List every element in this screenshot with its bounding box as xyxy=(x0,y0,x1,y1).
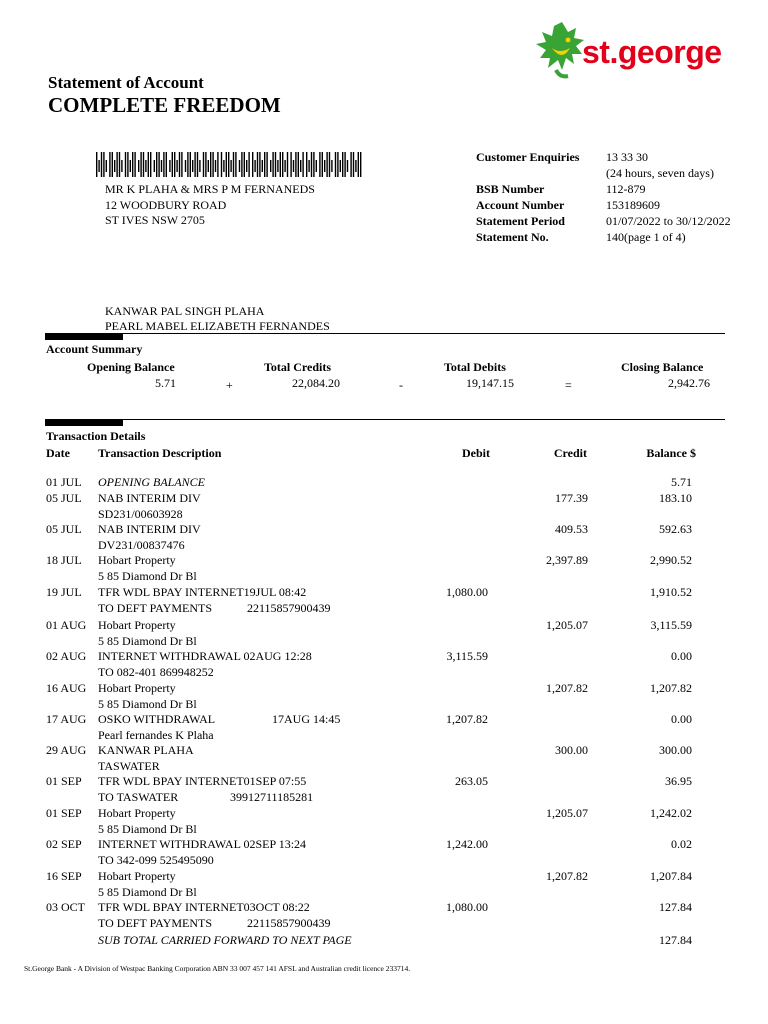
transaction-detail: 5 85 Diamond Dr Bl xyxy=(98,696,197,711)
transaction-date: 17 AUG xyxy=(46,712,87,726)
transaction-description: INTERNET WITHDRAWAL 02AUG 12:28 xyxy=(98,649,312,663)
transaction-row xyxy=(0,491,768,522)
transaction-date: 05 JUL xyxy=(46,491,82,505)
info-value: 13 33 30 xyxy=(606,150,648,164)
total-debits-value: 19,147.15 xyxy=(466,376,514,390)
transaction-row xyxy=(0,585,768,616)
balance-amount: 300.00 xyxy=(659,743,692,757)
total-credits-label: Total Credits xyxy=(264,360,332,374)
balance-amount: 2,990.52 xyxy=(650,553,692,567)
transaction-detail: TO TASWATER xyxy=(98,789,179,804)
balance-amount: 1,207.82 xyxy=(650,681,692,695)
transaction-row xyxy=(0,618,768,649)
transaction-description: SUB TOTAL CARRIED FORWARD TO NEXT PAGE xyxy=(98,933,352,947)
debit-header: Debit xyxy=(462,446,490,460)
balance-amount: 0.00 xyxy=(671,712,692,726)
balance-amount: 592.63 xyxy=(659,522,692,536)
balance-header: Balance $ xyxy=(646,446,696,460)
transaction-date: 01 AUG xyxy=(46,618,87,632)
closing-balance-value: 2,942.76 xyxy=(668,376,710,390)
balance-amount: 0.02 xyxy=(671,837,692,851)
transaction-detail: SD231/00603928 xyxy=(98,506,183,521)
divider xyxy=(45,333,725,334)
info-label xyxy=(476,165,606,181)
total-debits-label: Total Debits xyxy=(444,360,506,374)
transaction-reference: 22115857900439 xyxy=(247,600,331,615)
info-row xyxy=(476,213,731,229)
balance-amount: 0.00 xyxy=(671,649,692,663)
credit-amount: 2,397.89 xyxy=(546,553,588,567)
transaction-description: Hobart Property xyxy=(98,553,176,567)
minus-sign: - xyxy=(399,378,403,392)
transaction-description: Hobart Property xyxy=(98,681,176,695)
description-header: Transaction Description xyxy=(98,446,222,460)
transaction-date: 01 JUL xyxy=(46,475,82,489)
balance-amount: 36.95 xyxy=(665,774,692,788)
transaction-description: INTERNET WITHDRAWAL 02SEP 13:24 xyxy=(98,837,307,851)
transaction-date: 29 AUG xyxy=(46,743,87,757)
address-line: MR K PLAHA & MRS P M FERNANEDS xyxy=(105,182,315,196)
transaction-date: 16 AUG xyxy=(46,681,87,695)
info-label: Statement No. xyxy=(476,230,549,244)
transaction-row xyxy=(0,712,768,743)
transaction-row xyxy=(0,774,768,805)
info-value: 153189609 xyxy=(606,198,660,212)
debit-amount: 1,242.00 xyxy=(446,837,488,851)
opening-balance-value: 5.71 xyxy=(155,376,176,390)
address-line: 12 WOODBURY ROAD xyxy=(105,197,227,212)
info-label: Statement Period xyxy=(476,214,565,228)
transaction-detail: TO DEFT PAYMENTS xyxy=(98,915,213,930)
balance-amount: 5.71 xyxy=(671,475,692,489)
transaction-description: Hobart Property xyxy=(98,806,176,820)
transaction-row xyxy=(0,806,768,837)
statement-title: Statement of Account xyxy=(48,73,204,92)
transaction-detail: 5 85 Diamond Dr Bl xyxy=(98,633,197,648)
transaction-row xyxy=(0,743,768,774)
transaction-description: NAB INTERIM DIV xyxy=(98,491,201,505)
info-value: 112-879 xyxy=(606,182,646,196)
transaction-description: TFR WDL BPAY INTERNET19JUL 08:42 xyxy=(98,585,307,599)
transaction-detail: DV231/00837476 xyxy=(98,537,185,552)
credit-amount: 300.00 xyxy=(555,743,588,757)
balance-amount: 1,910.52 xyxy=(650,585,692,599)
debit-amount: 3,115.59 xyxy=(446,649,488,663)
credit-amount: 1,207.82 xyxy=(546,681,588,695)
transaction-row xyxy=(0,553,768,584)
transaction-date: 02 AUG xyxy=(46,649,87,663)
info-row xyxy=(476,181,731,197)
info-value: 01/07/2022 to 30/12/2022 xyxy=(606,214,731,228)
transaction-date: 01 SEP xyxy=(46,806,82,820)
info-label: BSB Number xyxy=(476,182,545,196)
transaction-row xyxy=(0,900,768,931)
transaction-detail: 5 85 Diamond Dr Bl xyxy=(98,568,197,583)
holder-name: PEARL MABEL ELIZABETH FERNANDES xyxy=(105,318,330,333)
account-type-title: COMPLETE FREEDOM xyxy=(48,93,281,117)
transaction-description: NAB INTERIM DIV xyxy=(98,522,201,536)
info-row xyxy=(476,229,731,245)
transaction-row xyxy=(0,837,768,868)
transaction-detail: TASWATER xyxy=(98,758,160,773)
brand-wordmark: st.george xyxy=(582,34,722,70)
summary-title: Account Summary xyxy=(46,342,143,356)
holder-name: KANWAR PAL SINGH PLAHA xyxy=(105,304,265,318)
stgeorge-logo xyxy=(532,18,742,82)
credit-amount: 177.39 xyxy=(555,491,588,505)
debit-amount: 1,080.00 xyxy=(446,900,488,914)
customer-info xyxy=(476,149,731,245)
info-row xyxy=(476,165,731,181)
barcode-image xyxy=(96,152,364,177)
transaction-detail: 5 85 Diamond Dr Bl xyxy=(98,821,197,836)
mailing-address xyxy=(105,182,315,229)
credit-amount: 1,205.07 xyxy=(546,806,588,820)
transaction-description: Hobart Property xyxy=(98,869,176,883)
debit-amount: 1,207.82 xyxy=(446,712,488,726)
transaction-description: OPENING BALANCE xyxy=(98,475,205,489)
section-marker xyxy=(45,419,123,426)
dragon-icon xyxy=(532,18,588,82)
transaction-row xyxy=(0,869,768,900)
date-header: Date xyxy=(46,446,70,460)
transactions-title: Transaction Details xyxy=(46,429,146,443)
balance-amount: 1,207.84 xyxy=(650,869,692,883)
transaction-row xyxy=(0,649,768,680)
transaction-description: TFR WDL BPAY INTERNET01SEP 07:55 xyxy=(98,774,307,788)
address-line: ST IVES NSW 2705 xyxy=(105,213,205,227)
transaction-row xyxy=(0,681,768,712)
transaction-date: 01 SEP xyxy=(46,774,82,788)
balance-amount: 183.10 xyxy=(659,491,692,505)
closing-balance-label: Closing Balance xyxy=(621,360,704,374)
transaction-row xyxy=(0,522,768,553)
transaction-date: 16 SEP xyxy=(46,869,82,883)
balance-amount: 127.84 xyxy=(659,933,692,947)
transaction-date: 05 JUL xyxy=(46,522,82,536)
transaction-reference: 22115857900439 xyxy=(247,915,331,930)
transaction-time: 17AUG 14:45 xyxy=(272,712,341,726)
total-credits-value: 22,084.20 xyxy=(292,376,340,390)
info-label: Customer Enquiries xyxy=(476,150,580,164)
transaction-row xyxy=(0,933,768,964)
balance-amount: 3,115.59 xyxy=(650,618,692,632)
info-label: Account Number xyxy=(476,198,565,212)
account-holders xyxy=(105,304,330,333)
credit-amount: 409.53 xyxy=(555,522,588,536)
balance-amount: 127.84 xyxy=(659,900,692,914)
transaction-reference: 39912711185281 xyxy=(230,789,314,804)
footer-disclaimer: St.George Bank - A Division of Westpac Banking Corporation ABN 33 007 457 141 AFSL and Australian credit licence 233714. xyxy=(24,964,411,973)
info-row xyxy=(476,149,731,165)
debit-amount: 1,080.00 xyxy=(446,585,488,599)
opening-balance-label: Opening Balance xyxy=(87,360,175,374)
divider xyxy=(45,419,725,420)
transaction-description: KANWAR PLAHA xyxy=(98,743,194,757)
debit-amount: 263.05 xyxy=(455,774,488,788)
transaction-detail: TO 082-401 869948252 xyxy=(98,664,214,679)
credit-amount: 1,207.82 xyxy=(546,869,588,883)
info-value: 140(page 1 of 4) xyxy=(606,230,686,244)
transaction-detail: 5 85 Diamond Dr Bl xyxy=(98,884,197,899)
transaction-date: 18 JUL xyxy=(46,553,82,567)
transaction-detail: TO 342-099 525495090 xyxy=(98,852,214,867)
transaction-detail: TO DEFT PAYMENTS xyxy=(98,600,213,615)
transaction-detail: Pearl fernandes K Plaha xyxy=(98,727,214,742)
transaction-description: Hobart Property xyxy=(98,618,176,632)
section-marker xyxy=(45,333,123,340)
equals-sign: = xyxy=(565,378,572,392)
transaction-description: OSKO WITHDRAWAL xyxy=(98,712,216,726)
transaction-date: 19 JUL xyxy=(46,585,82,599)
plus-sign: + xyxy=(226,378,233,392)
info-value: (24 hours, seven days) xyxy=(606,166,714,180)
credit-amount: 1,205.07 xyxy=(546,618,588,632)
transaction-date: 03 OCT xyxy=(46,900,85,914)
balance-amount: 1,242.02 xyxy=(650,806,692,820)
transaction-description: TFR WDL BPAY INTERNET03OCT 08:22 xyxy=(98,900,310,914)
info-row xyxy=(476,197,731,213)
transaction-date: 02 SEP xyxy=(46,837,82,851)
credit-header: Credit xyxy=(553,446,587,460)
